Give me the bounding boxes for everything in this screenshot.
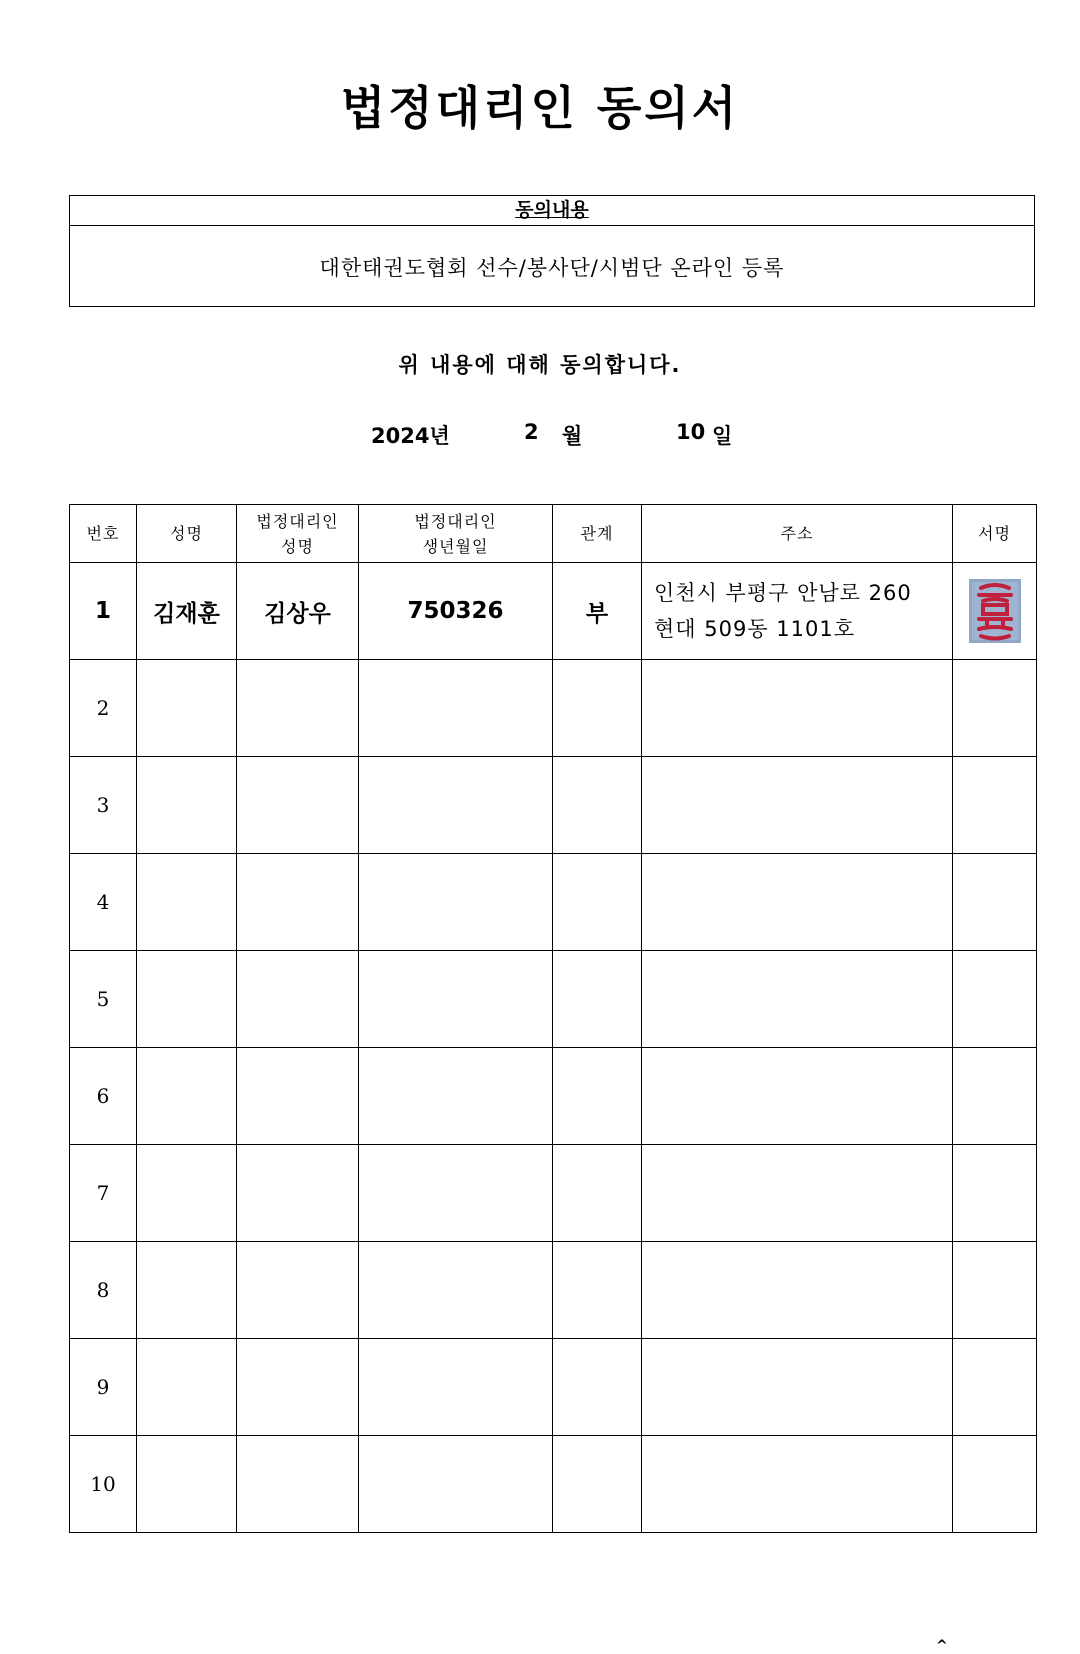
address — [642, 1242, 953, 1339]
table-row — [70, 1436, 1037, 1533]
table-header-row — [70, 505, 1037, 563]
address — [642, 660, 953, 757]
signature-cell — [953, 854, 1037, 951]
signature-cell — [953, 1242, 1037, 1339]
row-number: 2 — [70, 660, 137, 757]
row-number: 5 — [70, 951, 137, 1048]
student-name — [137, 951, 237, 1048]
guardian-birthdate — [359, 660, 553, 757]
guardian-name — [237, 1242, 359, 1339]
agreement-statement: 위 내용에 대해 동의합니다. — [398, 353, 682, 377]
guardian-name — [237, 1145, 359, 1242]
address — [642, 563, 953, 660]
student-name — [137, 1436, 237, 1533]
guardian-table — [69, 504, 1037, 1533]
guardian-name — [237, 660, 359, 757]
signature-cell — [953, 563, 1037, 660]
address — [642, 1048, 953, 1145]
signature-cell — [953, 1339, 1037, 1436]
guardian-birthdate — [359, 1145, 553, 1242]
page-corner-mark: ^ — [936, 1638, 948, 1654]
table-row — [70, 951, 1037, 1048]
guardian-name — [237, 951, 359, 1048]
row-number: 4 — [70, 854, 137, 951]
guardian-birthdate — [359, 1242, 553, 1339]
header-guardian-birth-line2: 생년월일 — [422, 536, 489, 556]
relation — [553, 854, 642, 951]
header-signature: 서명 — [953, 505, 1037, 563]
student-name — [137, 1048, 237, 1145]
row-number: 1 — [70, 563, 137, 660]
student-name: 김재훈 — [137, 563, 237, 660]
student-name — [137, 854, 237, 951]
relation — [553, 757, 642, 854]
guardian-birthdate — [359, 1339, 553, 1436]
header-address: 주소 — [642, 505, 953, 563]
consent-content: 대한태권도협회 선수/봉사단/시범단 온라인 등록 — [319, 255, 785, 280]
student-name — [137, 1145, 237, 1242]
relation — [553, 660, 642, 757]
header-relation: 관계 — [553, 505, 642, 563]
seal-stamp-icon — [969, 579, 1021, 643]
signature-cell — [953, 951, 1037, 1048]
address-line-1: 인천시 부평구 안남로 260 — [654, 581, 912, 605]
header-guardian-name — [237, 505, 359, 563]
student-name — [137, 1339, 237, 1436]
relation — [553, 1339, 642, 1436]
guardian-name: 김상우 — [237, 563, 359, 660]
document-title: 법정대리인 동의서 — [340, 81, 740, 135]
table-row — [70, 563, 1037, 660]
guardian-birthdate — [359, 757, 553, 854]
relation — [553, 1048, 642, 1145]
consent-heading: 동의내용 — [70, 196, 1034, 226]
relation — [553, 951, 642, 1048]
table-row — [70, 854, 1037, 951]
guardian-birthdate: 750326 — [359, 563, 553, 660]
table-row — [70, 1242, 1037, 1339]
consent-date — [0, 420, 1080, 452]
student-name — [137, 1242, 237, 1339]
header-guardian-birth-line1: 법정대리인 — [414, 511, 497, 531]
address — [642, 1436, 953, 1533]
date-month-label: 월 — [562, 424, 583, 448]
table-row — [70, 1339, 1037, 1436]
relation: 부 — [553, 563, 642, 660]
student-name — [137, 660, 237, 757]
row-number: 3 — [70, 757, 137, 854]
signature-cell — [953, 1436, 1037, 1533]
date-year: 2024년 — [371, 424, 450, 448]
relation — [553, 1145, 642, 1242]
row-number: 8 — [70, 1242, 137, 1339]
student-name — [137, 757, 237, 854]
signature-cell — [953, 757, 1037, 854]
signature-cell — [953, 1145, 1037, 1242]
date-month-number: 2 — [524, 420, 539, 444]
signature-cell — [953, 1048, 1037, 1145]
header-no: 번호 — [70, 505, 137, 563]
table-row — [70, 757, 1037, 854]
address-line-2: 현대 509동 1101호 — [654, 617, 856, 641]
address — [642, 1145, 953, 1242]
date-day-label: 일 — [712, 424, 733, 448]
address — [642, 951, 953, 1048]
guardian-birthdate — [359, 951, 553, 1048]
guardian-birthdate — [359, 854, 553, 951]
signature-cell — [953, 660, 1037, 757]
guardian-name — [237, 757, 359, 854]
relation — [553, 1436, 642, 1533]
row-number: 9 — [70, 1339, 137, 1436]
table-row — [70, 660, 1037, 757]
guardian-birthdate — [359, 1436, 553, 1533]
address — [642, 757, 953, 854]
address — [642, 1339, 953, 1436]
guardian-name — [237, 1436, 359, 1533]
header-name: 성명 — [137, 505, 237, 563]
address — [642, 854, 953, 951]
header-guardian-name-line1: 법정대리인 — [256, 511, 339, 531]
row-number: 7 — [70, 1145, 137, 1242]
relation — [553, 1242, 642, 1339]
date-day-number: 10 — [676, 420, 706, 444]
table-row — [70, 1048, 1037, 1145]
guardian-name — [237, 854, 359, 951]
guardian-name — [237, 1339, 359, 1436]
guardian-name — [237, 1048, 359, 1145]
header-guardian-birth — [359, 505, 553, 563]
consent-section — [69, 195, 1035, 307]
row-number: 6 — [70, 1048, 137, 1145]
row-number: 10 — [70, 1436, 137, 1533]
table-row — [70, 1145, 1037, 1242]
guardian-birthdate — [359, 1048, 553, 1145]
header-guardian-name-line2: 성명 — [281, 536, 314, 556]
